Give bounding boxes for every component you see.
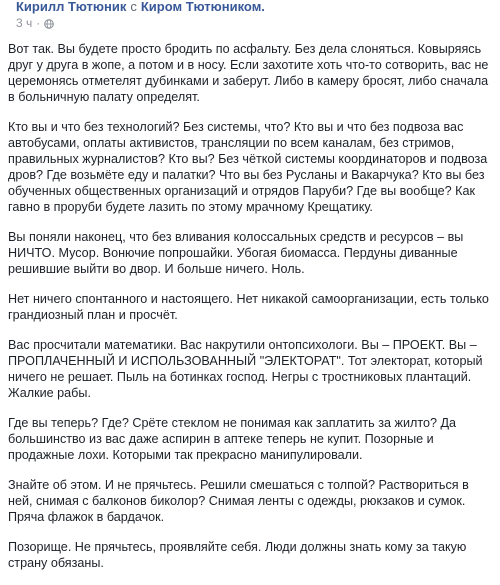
meta-separator: · bbox=[36, 16, 41, 30]
globe-icon[interactable] bbox=[44, 18, 54, 28]
post-paragraph: Где вы теперь? Где? Срёте стеклом не понимая как заплатить за жилто? Да большинство из вас даже аспирин в аптеке теперь не купит. Позорные и продажные лохи. Которыми так прекрасно манипулировали. bbox=[8, 416, 456, 462]
author-name-link[interactable]: Кирилл Тютюник bbox=[16, 0, 127, 14]
post-paragraph: Кто вы и что без технологий? Без системы, что? Кто вы и что без подвоза вас автобусами, оплаты активистов, трансляции по всем каналам, без стримов, правильных журналистов? Кто вы? Без чёткой системы координаторов и подвоза дров? Где возьмёте еду и палатки? Что вы без Русланы и Вакарчука? Кто вы без обученных общественных организаций и отрядов Паруби? Где вы вообще? Как гавно в проруби будете лазить по этому мрачному Крещатику. bbox=[8, 120, 488, 214]
post-paragraph: Вот так. Вы будете просто бродить по асфальту. Без дела слоняться. Ковыряясь друг у друга в жопе, а потом и в носу. Если захотите хоть что-то сотворить, вас не церемонясь отметелят дубинками и заберут. Либо в камеру бросят, либо сначала в больничную палату определят. bbox=[8, 42, 489, 104]
tagged-person-link[interactable]: Киром Тютюником. bbox=[140, 0, 265, 14]
post-paragraph: Вас просчитали математики. Вас накрутили онтопсихологи. Вы – ПРОЕКТ. Вы – ПРОПЛАЧЕННЫЙ И ИСПОЛЬЗОВАННЫЙ "ЭЛЕКТОРАТ". Тот электорат, который ничего не решает. Пыль на ботинках господ. Негры с тростниковых плантаций. Жалкие рабы. bbox=[8, 338, 483, 400]
post-paragraph: Вы поняли наконец, что без вливания колоссальных средств и ресурсов – вы НИЧТО. Мусор. Вонючие попрошайки. Убогая биомасса. Пердуны диванные решившие выйти во двор. И больше ничего. Ноль. bbox=[8, 230, 464, 276]
post-paragraph: Знайте об этом. И не прячьтесь. Решили смешаться с толпой? Раствориться в ней, снимая с балконов биколор? Снимая ленты с одежды, рюкзаков и сумок. Пряча флажок в бардачок. bbox=[8, 478, 469, 524]
post-paragraph: Нет ничего спонтанного и настоящего. Нет никакой самоорганизации, есть только грандиозный план и просчёт. bbox=[8, 292, 489, 322]
post-meta bbox=[16, 16, 54, 30]
author-line bbox=[16, 0, 265, 15]
post-body bbox=[8, 41, 492, 585]
post-paragraph: Позорище. Не прячьтесь, проявляйте себя. Люди должны знать кому за такую страну обязаны. bbox=[8, 540, 467, 570]
post-header bbox=[8, 0, 492, 32]
with-word: с bbox=[130, 0, 137, 14]
post-timestamp-link[interactable]: 3 ч bbox=[16, 16, 33, 30]
